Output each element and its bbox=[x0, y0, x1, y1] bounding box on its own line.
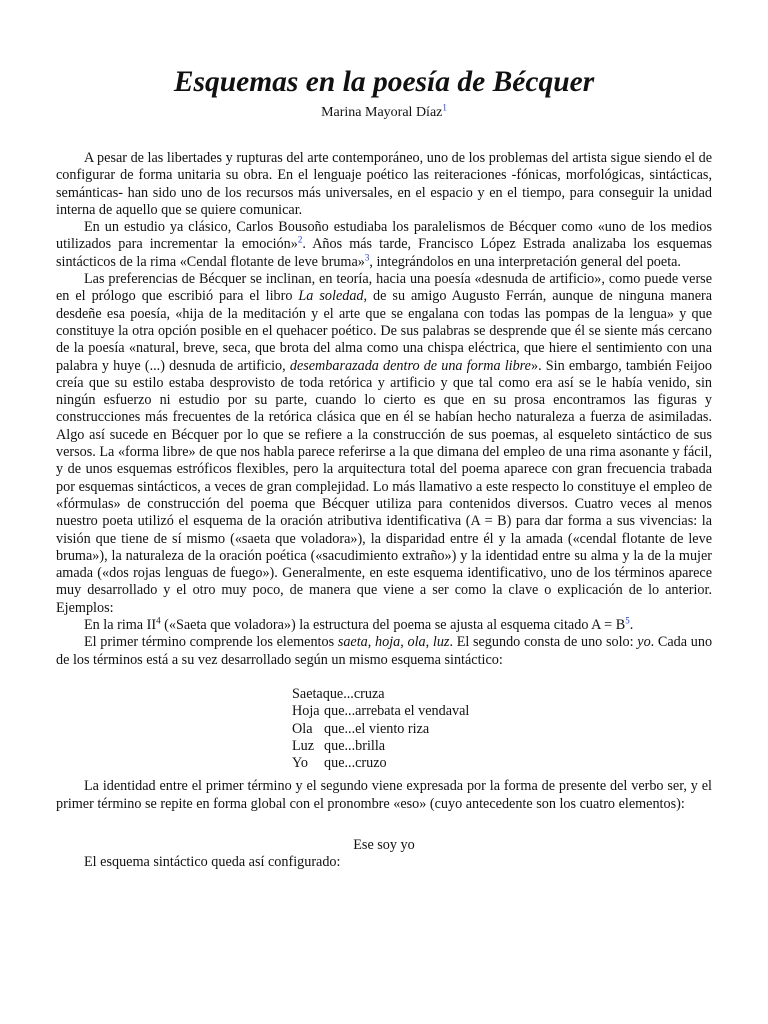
paragraph-5-text-a: El primer término comprende los elementos bbox=[84, 634, 338, 651]
scheme-key: Yo bbox=[292, 755, 308, 772]
italic-quote: desembarazada dentro de una forma libre bbox=[289, 357, 531, 374]
paragraph-5-text-c: . Cada uno de los términos está a su vez desarrollado según un mismo esquema sintáctico: bbox=[56, 634, 713, 668]
paragraph-2 bbox=[56, 219, 712, 271]
paragraph-2-text-b: . Años más tarde, Francisco López Estrada analizaba los esquemas sintácticos de la rima «Cendal flotante de leve bruma» bbox=[56, 236, 712, 270]
scheme-row bbox=[292, 755, 712, 772]
paragraph-7: El esquema sintáctico queda así configurado: bbox=[84, 854, 341, 871]
term-ola: ola bbox=[407, 634, 426, 651]
paragraph-1: A pesar de las libertades y rupturas del arte contemporáneo, uno de los problemas del artista sigue siendo el de configurar de forma unitaria su obra. En el lenguaje poético las reiteraciones -fónicas, morfológicas, sintácticas, semánticas- han sido uno de los recursos más universales, en el espacio y en el tiempo, para conseguir la unidad interna de aquello que se quiere comunicar. bbox=[56, 150, 712, 218]
paragraph-4-text-c: . bbox=[629, 617, 634, 634]
term-hoja: hoja bbox=[375, 634, 401, 651]
paragraph-4 bbox=[56, 617, 712, 634]
book-title-la-soledad: La soledad bbox=[298, 288, 364, 305]
paragraph-2-text-c: , integrándolos en una interpretación general del poeta. bbox=[369, 253, 681, 270]
scheme-row bbox=[292, 703, 712, 720]
author-line bbox=[56, 104, 712, 122]
sep-3: , bbox=[425, 634, 433, 651]
paragraph-3-text-b: , de su amigo Augusto Ferrán, aunque de ninguna manera desdeñe esa poesía, «hija de la meditación y el arte que se engalana con todas las pompas de la lengua» y que constituye la otra opción posible en el quehacer poético. De sus palabras se desprende que él se siente más cercano de la poesía «natural, breve, seca, que brota del alma como una chispa eléctrica, que hiere el sentimiento con una palabra y huye (...) desnuda de artificio, bbox=[56, 288, 713, 374]
scheme-key: Hoja bbox=[292, 703, 320, 720]
footnote-mark-4: 4 bbox=[156, 615, 161, 626]
footnote-link-2[interactable]: 2 bbox=[297, 234, 303, 245]
centered-verse: Ese soy yo bbox=[353, 836, 415, 853]
scheme-value: que...el viento riza bbox=[324, 720, 430, 737]
scheme-value: cruza bbox=[353, 685, 385, 702]
syntactic-scheme bbox=[292, 686, 712, 772]
term-luz: luz bbox=[432, 634, 450, 651]
footnote-link-1[interactable]: 1 bbox=[442, 102, 447, 113]
scheme-row bbox=[292, 738, 712, 755]
scheme-value: que...arrebata el vendaval bbox=[324, 703, 470, 720]
sep-2: , bbox=[400, 634, 408, 651]
term-saeta: saeta bbox=[337, 634, 368, 651]
scheme-value: que...cruzo bbox=[324, 755, 387, 772]
paragraph-6: La identidad entre el primer término y el segundo viene expresada por la forma de presente del verbo ser, y el primer término se repite en forma global con el pronombre «eso» (cuyo antecedente son los cuatro elementos): bbox=[56, 778, 712, 812]
paragraph-3 bbox=[56, 271, 712, 617]
scheme-key: Luz bbox=[292, 737, 315, 754]
article-title: Esquemas en la poesía de Bécquer bbox=[173, 66, 595, 98]
paragraph-3-text-a: Las preferencias de Bécquer se inclinan, en teoría, hacia una poesía «desnuda de artificio», como puede verse en el prólogo que escribió para el libro bbox=[56, 271, 712, 305]
term-yo: yo bbox=[637, 634, 651, 651]
scheme-key: Ola bbox=[292, 720, 313, 737]
footnote-link-3[interactable]: 3 bbox=[364, 252, 370, 263]
scheme-row bbox=[292, 686, 712, 703]
footnote-link-5[interactable]: 5 bbox=[625, 615, 630, 626]
author-name: Marina Mayoral Díaz bbox=[321, 105, 443, 120]
paragraph-2-text-a: En un estudio ya clásico, Carlos Bousoño estudiaba los paralelismos de Bécquer como «uno de los medios utilizados para incrementar la emoción» bbox=[56, 219, 712, 253]
scheme-value: que...brilla bbox=[324, 737, 386, 754]
paragraph-4-text-b: («Saeta que voladora») la estructura del poema se ajusta al esquema citado A = B bbox=[160, 617, 626, 634]
paragraph-5-text-b: . El segundo consta de uno solo: bbox=[449, 634, 638, 651]
scheme-row bbox=[292, 721, 712, 738]
paragraph-3-text-c: ». Sin embargo, también Feijoo creía que su estilo estaba desprovisto de toda retórica y artificio y que tal como era así se le había venido, sin ningún esfuerzo ni estudio por su parte, cuando lo cierto es que en su prosa encontramos las figuras y construcciones más frecuentes de la retórica clásica que en él se habían hecho naturaleza a fuerza de asimiladas. Algo así sucede en Bécquer por lo que se refiere a la construcción de sus poemas, al esqueleto sintáctico de sus versos. La «forma libre» de que nos habla parece referirse a la que dimana del empleo de una rima asonante y fácil, y de unos esquemas estróficos flexibles, pero la arquitectura total del poema aparece con gran frecuencia trabada por esquemas sintácticos, a veces de gran complejidad. Lo más llamativo a este respecto lo constituye el empleo de «fórmulas» de construcción del poema que Bécquer utiliza para contenidos diversos. Cuatro veces al menos nuestro poeta utilizó el esquema de la oración atributiva identificativa (A = B) para dar forma a sus vivencias: la visión que tiene de sí mismo («saeta que voladora»), la disparidad entre él y la amada («cendal flotante de leve bruma»), la naturaleza de la oración poética («sacudimiento extraño») y la identidad entre su alma y la de la mujer amada («dos rojas lenguas de fuego»). Generalmente, en este esquema identificativo, uno de los términos aparece muy desarrollado y el otro muy poco, de manera que viene a ser como la clave o explicación de lo anterior. Ejemplos: bbox=[56, 357, 712, 616]
scheme-key: Saetaque... bbox=[292, 685, 354, 702]
paragraph-5 bbox=[56, 634, 712, 669]
paragraph-4-text-a: En la rima II bbox=[84, 617, 157, 634]
sep-1: , bbox=[367, 634, 376, 651]
